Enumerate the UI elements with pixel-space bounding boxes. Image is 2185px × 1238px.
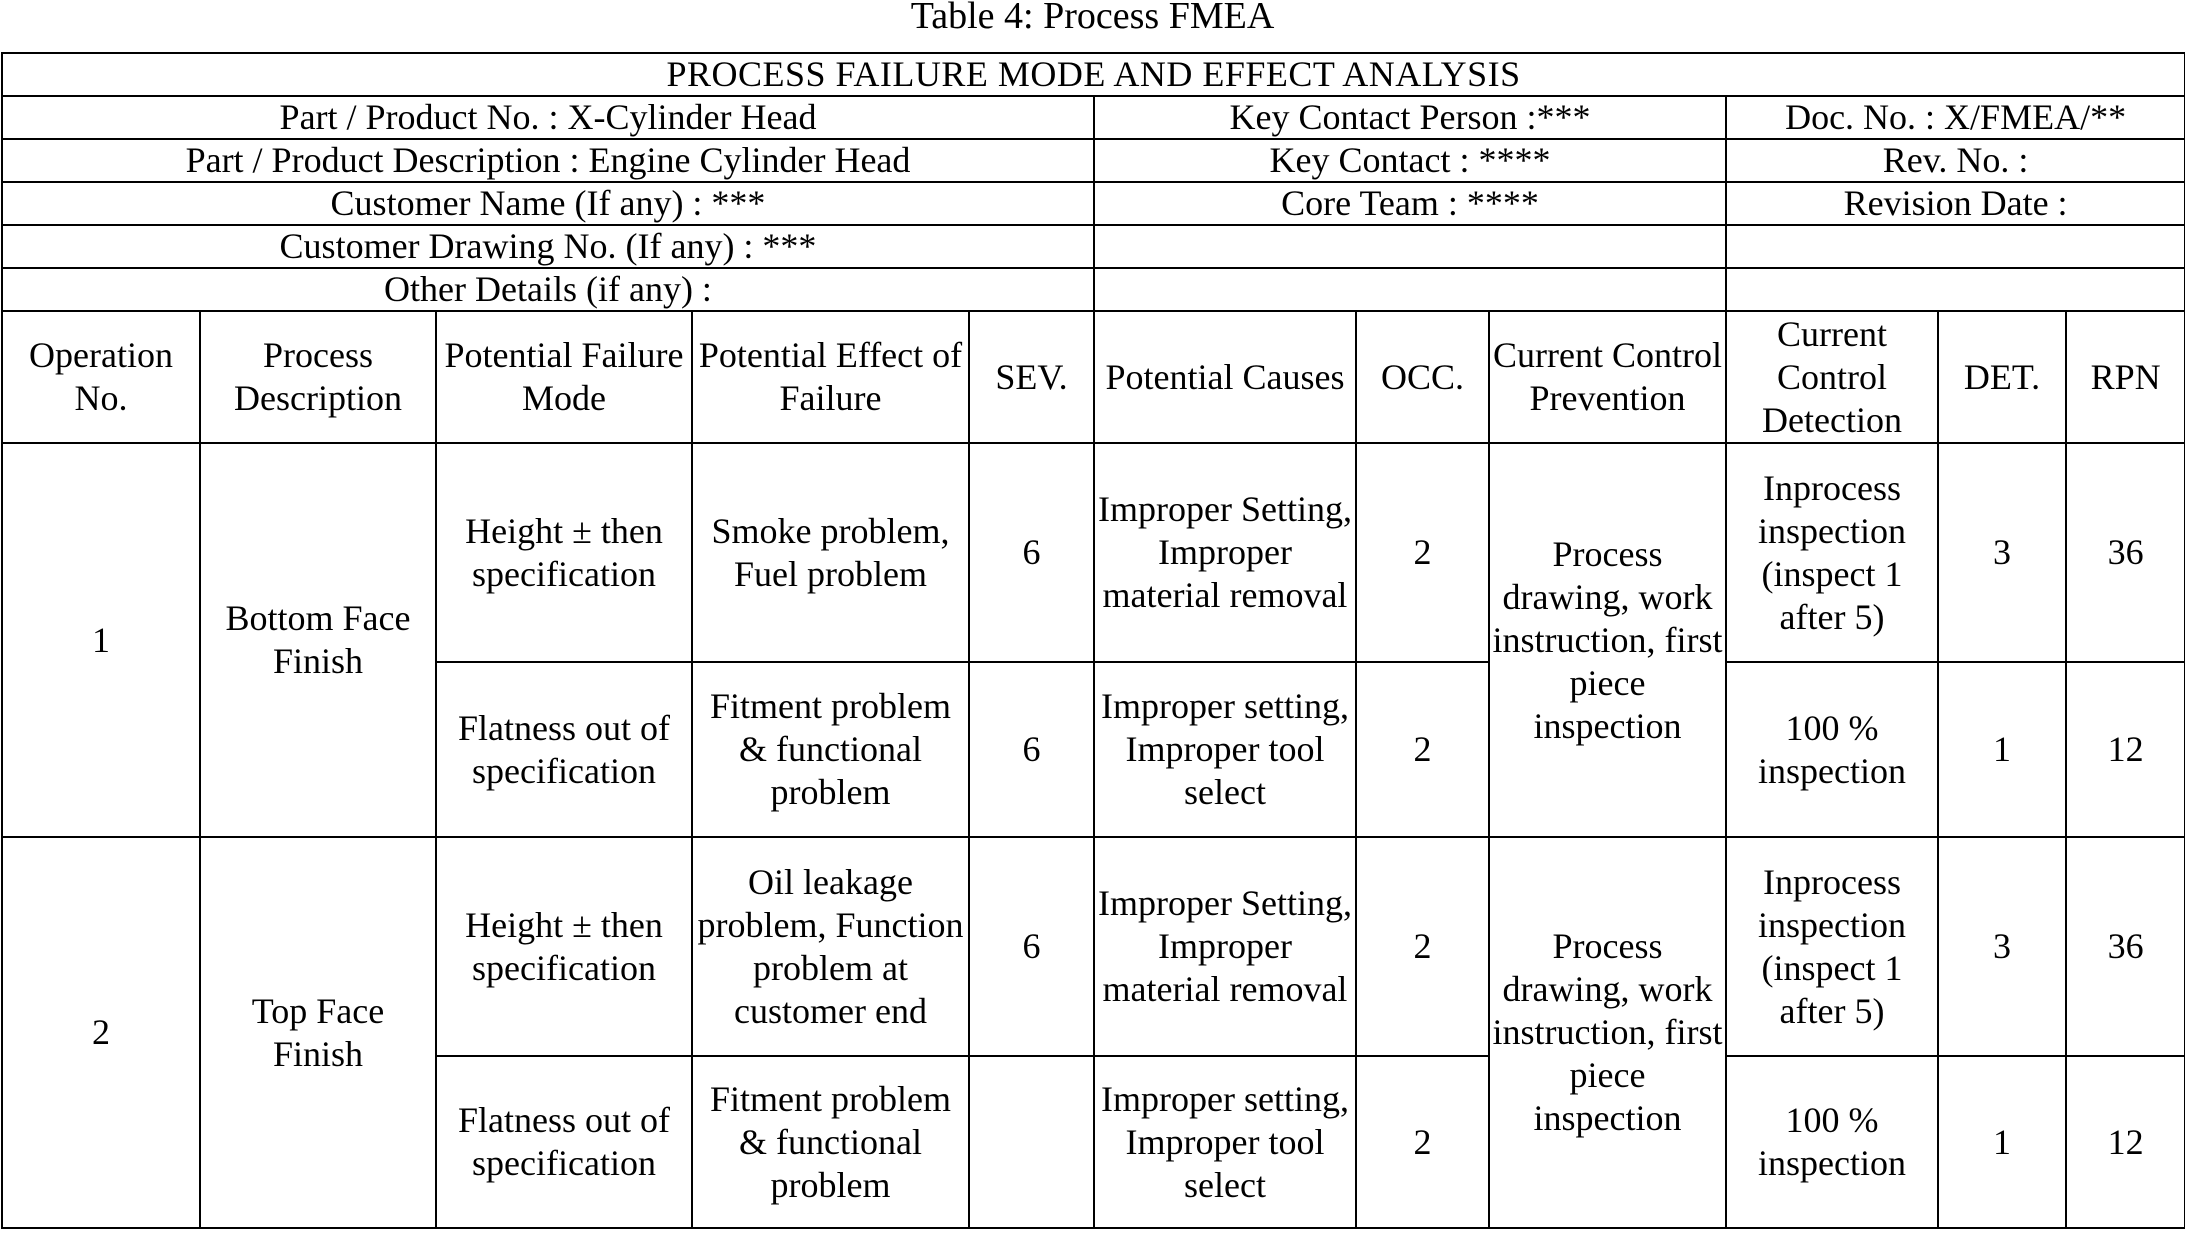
potential-causes: Improper setting, Improper tool select [1094,1056,1356,1228]
doc-number: Doc. No. : X/FMEA/** [1726,96,2185,139]
rpn: 36 [2066,837,2185,1056]
form-title: PROCESS FAILURE MODE AND EFFECT ANALYSIS [2,53,2185,96]
control-prevention: Process drawing, work instruction, first piece inspection [1489,443,1726,837]
column-header: SEV. [969,311,1094,443]
process-description: Bottom Face Finish [200,443,436,837]
key-contact-person: Key Contact Person :*** [1094,96,1726,139]
control-detection: Inprocess inspection (inspect 1 after 5) [1726,443,1938,662]
severity: 6 [969,837,1094,1056]
table-caption: Table 4: Process FMEA [910,0,1275,37]
column-header: RPN [2066,311,2185,443]
header-blank-cell [1726,268,2185,311]
column-header: Operation No. [2,311,200,443]
operation-number: 2 [2,837,200,1228]
control-detection: Inprocess inspection (inspect 1 after 5) [1726,837,1938,1056]
potential-causes: Improper Setting, Improper material removal [1094,443,1356,662]
process-description: Top Face Finish [200,837,436,1228]
detection-rating: 1 [1938,662,2066,837]
failure-mode: Height ± then specification [436,443,692,662]
potential-causes: Improper setting, Improper tool select [1094,662,1356,837]
column-header: Potential Effect of Failure [692,311,969,443]
rpn: 36 [2066,443,2185,662]
failure-effect: Oil leakage problem, Function problem at customer end [692,837,969,1056]
control-prevention: Process drawing, work instruction, first piece inspection [1489,837,1726,1228]
occurrence: 2 [1356,1056,1489,1228]
potential-causes: Improper Setting, Improper material removal [1094,837,1356,1056]
revision-date: Revision Date : [1726,182,2185,225]
key-contact: Key Contact : **** [1094,139,1726,182]
fmea-table [1,52,2185,1229]
failure-mode: Flatness out of specification [436,1056,692,1228]
revision-number: Rev. No. : [1726,139,2185,182]
occurrence: 2 [1356,662,1489,837]
table-row [2,443,2185,662]
severity [969,1056,1094,1228]
detection-rating: 1 [1938,1056,2066,1228]
column-header: Process Description [200,311,436,443]
customer-name: Customer Name (If any) : *** [2,182,1094,225]
occurrence: 2 [1356,443,1489,662]
header-blank-cell [1094,268,1726,311]
part-number: Part / Product No. : X-Cylinder Head [2,96,1094,139]
column-header: DET. [1938,311,2066,443]
rpn: 12 [2066,662,2185,837]
failure-effect: Fitment problem & functional problem [692,662,969,837]
detection-rating: 3 [1938,837,2066,1056]
control-detection: 100 % inspection [1726,662,1938,837]
column-header: Potential Failure Mode [436,311,692,443]
occurrence: 2 [1356,837,1489,1056]
other-details: Other Details (if any) : [2,268,1094,311]
core-team: Core Team : **** [1094,182,1726,225]
column-header-row [2,311,2185,443]
failure-mode: Flatness out of specification [436,662,692,837]
severity: 6 [969,443,1094,662]
column-header: Current Control Prevention [1489,311,1726,443]
column-header: OCC. [1356,311,1489,443]
column-header: Potential Causes [1094,311,1356,443]
failure-effect: Smoke problem, Fuel problem [692,443,969,662]
header-blank-cell [1726,225,2185,268]
column-header: Current Control Detection [1726,311,1938,443]
control-detection: 100 % inspection [1726,1056,1938,1228]
header-blank-cell [1094,225,1726,268]
failure-mode: Height ± then specification [436,837,692,1056]
part-description: Part / Product Description : Engine Cylinder Head [2,139,1094,182]
severity: 6 [969,662,1094,837]
customer-drawing-number: Customer Drawing No. (If any) : *** [2,225,1094,268]
detection-rating: 3 [1938,443,2066,662]
failure-effect: Fitment problem & functional problem [692,1056,969,1228]
operation-number: 1 [2,443,200,837]
rpn: 12 [2066,1056,2185,1228]
table-row [2,837,2185,1056]
